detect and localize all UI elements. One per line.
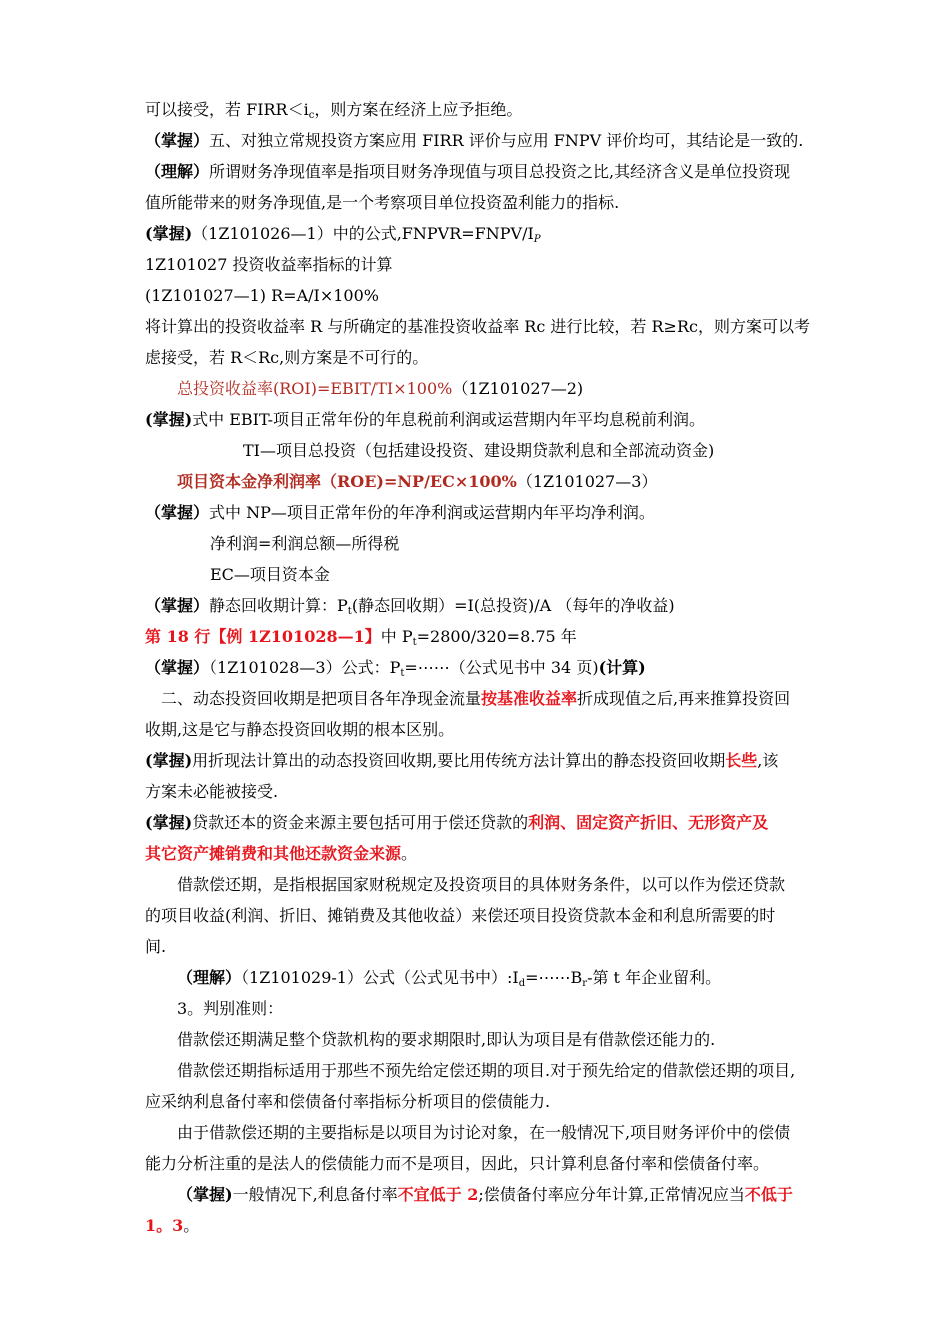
- section-heading: 1Z101027 投资收益率指标的计算: [145, 255, 393, 274]
- text-line: 二、动态投资回收期是把项目各年净现金流量按基准收益率折成现值之后,再来推算投资回: [161, 689, 791, 708]
- text-line: TI—项目总投资（包括建设投资、建设期贷款利息和全部流动资金): [243, 441, 715, 460]
- tag-master: （掌握）: [145, 596, 210, 615]
- text-line: 应采纳利息备付率和偿债备付率指标分析项目的偿债能力.: [145, 1092, 551, 1111]
- text-line: 3。判别准则：: [177, 999, 284, 1018]
- tag-master: (掌握): [145, 751, 193, 770]
- text-line: 收期,这是它与静态投资回收期的根本区别。: [145, 720, 455, 739]
- tag-master: （掌握): [177, 1185, 233, 1204]
- text-line: (掌握)（1Z101026—1）中的公式$,FNPVR=FNPV/I_P$: [145, 224, 541, 245]
- formula-line: 总投资收益率(ROI)=EBIT/TI×100%（1Z101027—2): [177, 379, 584, 398]
- text-line: （理解）所谓财务净现值率是指项目财务净现值与项目总投资之比,其经济含义是单位投资现: [145, 162, 791, 181]
- tag-master: (掌握): [145, 813, 193, 832]
- text-line: （掌握)一般情况下,利息备付率不宜低于 2;偿债备付率应分年计算,正常情况应当不低于: [177, 1185, 793, 1204]
- formula-line: (1Z101027—1) R=A/I×100%: [145, 286, 379, 305]
- tag-understand: （理解）: [177, 968, 242, 987]
- text-line: （理解）（1Z101029-1）公式（公式见书中）$:I_d=\cdots\cdots B_r-$第 t 年企业留利。: [177, 968, 722, 989]
- text-line: 借款偿还期，是指根据国家财税规定及投资项目的具体财务条件，以可以作为偿还贷款: [177, 875, 786, 894]
- tag-master: （掌握）: [145, 503, 210, 522]
- text-line: 能力分析注重的是法人的偿债能力而不是项目，因此，只计算利息备付率和偿债备付率。: [145, 1154, 770, 1173]
- text-line: 其它资产摊销费和其他还款资金来源。: [145, 844, 418, 863]
- tag-master: （掌握）: [145, 658, 210, 677]
- text-line: (掌握)贷款还本的资金来源主要包括可用于偿还贷款的利润、固定资产折旧、无形资产及: [145, 813, 769, 832]
- text-line: 方案未必能被接受.: [145, 782, 279, 801]
- text-line: 虑接受，若 R＜Rc,则方案是不可行的。: [145, 348, 429, 367]
- text-line: （掌握）五、对独立常规投资方案应用 FIRR 评价与应用 FNPV 评价均可，其结论是一致的.: [145, 131, 804, 150]
- tag-master: (掌握): [145, 224, 193, 243]
- text-line: 净利润=利润总额—所得税: [210, 534, 400, 553]
- tag-understand: （理解）: [145, 162, 210, 181]
- text-line: 借款偿还期满足整个贷款机构的要求期限时,即认为项目是有借款偿还能力的.: [177, 1030, 716, 1049]
- text-line: (掌握)用折现法计算出的动态投资回收期,要比用传统方法计算出的静态投资回收期长些,该: [145, 751, 779, 770]
- text-line: 的项目收益(利润、折旧、摊销费及其他收益）来偿还项目投资贷款本金和利息所需要的时: [145, 906, 776, 925]
- text-line: 借款偿还期指标适用于那些不预先给定偿还期的项目.对于预先给定的借款偿还期的项目,: [177, 1061, 796, 1080]
- formula-line: 项目资本金净利润率（ROE)=NP/EC×100%（1Z101027—3）: [177, 472, 658, 491]
- text-line: EC—项目资本金: [210, 565, 330, 584]
- text-line: （掌握）式中 NP—项目正常年份的年净利润或运营期内年平均净利润。: [145, 503, 655, 522]
- text-line: 间.: [145, 937, 167, 956]
- text-line: 由于借款偿还期的主要指标是以项目为讨论对象，在一般情况下,项目财务评价中的偿债: [177, 1123, 791, 1142]
- text-line: 将计算出的投资收益率 R 与所确定的基准投资收益率 Rc 进行比较，若 R≥Rc，则方案可以考: [145, 317, 810, 336]
- tag-master: （掌握）: [145, 131, 210, 150]
- text-line: （掌握）静态回收期计算：$P_t$(静态回收期）=I(总投资)/A （每年的净收益): [145, 596, 675, 617]
- text-line: （掌握）（1Z101028—3）公式：$P_t=\cdots\cdots$（公式见书中 34 页)(计算): [145, 658, 646, 679]
- text-line: 可以接受，若 $FIRR<i_c$，则方案在经济上应予拒绝。: [145, 100, 523, 121]
- text-line: 值所能带来的财务净现值,是一个考察项目单位投资盈利能力的指标.: [145, 193, 620, 212]
- tag-master: (掌握): [145, 410, 193, 429]
- text-line: (掌握)式中 EBIT-项目正常年份的年息税前利润或运营期内年平均息税前利润。: [145, 410, 706, 429]
- text-line: 1。3。: [145, 1216, 200, 1235]
- text-line: 第 18 行【例 1Z101028—1】中 $P_t=2800/320=8.75$ 年: [145, 627, 577, 648]
